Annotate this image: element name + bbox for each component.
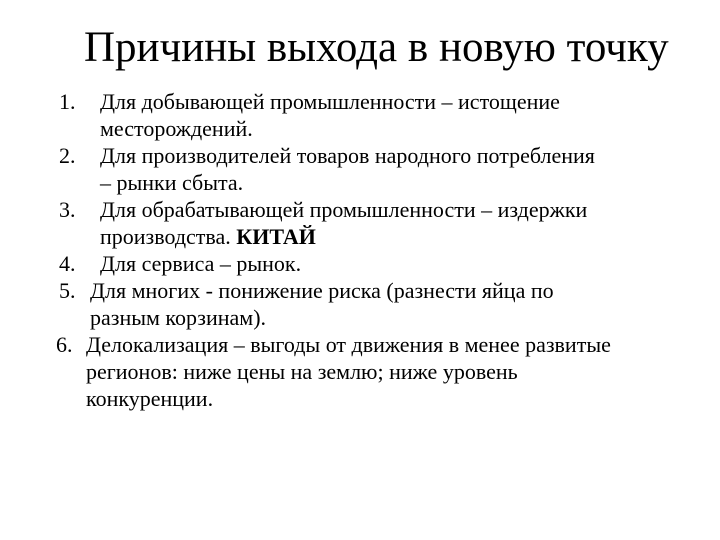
list-line: Для обрабатывающей промышленности – издержки [100,197,588,222]
list-line: Для многих - понижение риска (разнести яйца по [90,278,554,303]
emphasis-text: КИТАЙ [236,224,316,249]
list-number: 3. [59,197,76,222]
list-number: 5. [59,278,76,303]
list-item-4 [56,250,696,277]
list-item-1 [56,88,696,142]
list-number: 6. [56,332,73,357]
list-item-5 [56,277,696,331]
list-line: Для производителей товаров народного потребления [100,143,595,168]
list-number: 1. [59,89,76,114]
list-line: Для добывающей промышленности – истощение [100,89,560,114]
reasons-list [56,88,696,412]
slide-title: Причины выхода в новую точку [84,24,669,71]
list-line: разным корзинам). [90,305,267,330]
list-item-6 [56,331,696,412]
list-item-3 [56,196,696,250]
list-line: производства. [100,224,231,249]
list-line: конкуренции. [86,386,214,411]
list-number: 2. [59,143,76,168]
list-number: 4. [59,251,76,276]
list-line: Делокализация – выгоды от движения в менее развитые [86,332,611,357]
list-item-2 [56,142,696,196]
list-line: Для сервиса – рынок. [100,251,302,276]
list-line: месторождений. [100,116,253,141]
list-line: – рынки сбыта. [100,170,244,195]
list-line: регионов: ниже цены на землю; ниже уровень [86,359,518,384]
